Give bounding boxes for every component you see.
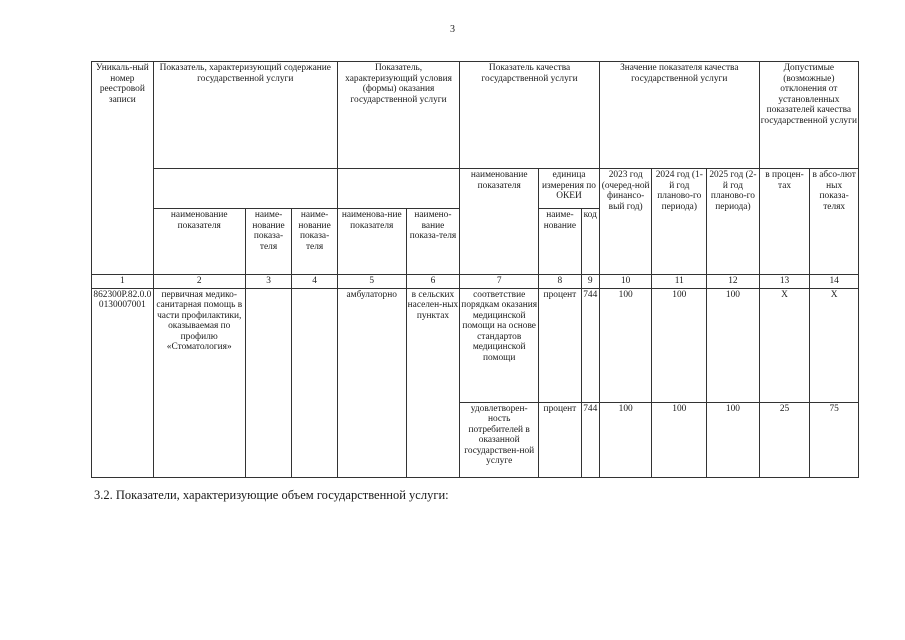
- header-allowed-deviation: Допустимые (возможные) отклонения от установленных показателей качества государственной услуги: [759, 62, 858, 169]
- value-2023: 100: [599, 288, 652, 402]
- header-col2-name: наименование показателя: [153, 209, 245, 275]
- value-2024: 100: [652, 288, 707, 402]
- empty-cell: [292, 288, 338, 477]
- header-content-blank: [153, 169, 337, 209]
- column-number: 14: [810, 275, 859, 289]
- column-number: 11: [652, 275, 707, 289]
- column-number: 7: [460, 275, 539, 289]
- value-2025: 100: [707, 402, 760, 477]
- header-unit-code: код: [581, 209, 599, 275]
- header-conditions-blank: [337, 169, 459, 209]
- section-heading: 3.2. Показатели, характеризующие объем государственной услуги:: [94, 488, 449, 502]
- quality-indicators-table: [91, 61, 859, 478]
- deviation-percent: 25: [759, 402, 810, 477]
- unit-name: процент: [539, 288, 581, 402]
- header-indicator-name: наименование показателя: [460, 169, 539, 275]
- deviation-percent: Х: [759, 288, 810, 402]
- column-number: 2: [153, 275, 245, 289]
- value-2024: 100: [652, 402, 707, 477]
- unit-name: процент: [539, 402, 581, 477]
- column-number: 5: [337, 275, 406, 289]
- header-col4-name: наиме-нование показа-теля: [292, 209, 338, 275]
- table-row: [92, 288, 859, 402]
- service-content: первичная медико-санитарная помощь в части профилактики, оказываемая по профилю «Стоматология»: [153, 288, 245, 477]
- column-number: 6: [406, 275, 460, 289]
- header-indicator-value: Значение показателя качества государственной услуги: [599, 62, 759, 169]
- header-deviation-percent: в процен-тах: [759, 169, 810, 275]
- header-year-2025: 2025 год (2-й год планово-го периода): [707, 169, 760, 275]
- deviation-absolute: 75: [810, 402, 859, 477]
- header-col5-name: наименова-ние показателя: [337, 209, 406, 275]
- column-number: 3: [245, 275, 292, 289]
- column-number: 9: [581, 275, 599, 289]
- header-service-content: Показатель, характеризующий содержание государственной услуги: [153, 62, 337, 169]
- column-number: 10: [599, 275, 652, 289]
- column-number: 1: [92, 275, 154, 289]
- column-number: 4: [292, 275, 338, 289]
- deviation-absolute: Х: [810, 288, 859, 402]
- column-number: 8: [539, 275, 581, 289]
- indicator-name: удовлетворен-ность потребителей в оказанной государствен-ной услуге: [460, 402, 539, 477]
- unit-code: 744: [581, 288, 599, 402]
- empty-cell: [245, 288, 292, 477]
- page-number: 3: [450, 24, 455, 35]
- condition-form: амбулаторно: [337, 288, 406, 477]
- header-service-conditions: Показатель, характеризующий условия (формы) оказания государственной услуги: [337, 62, 459, 169]
- header-unique-number: Уникаль-ный номер реестровой записи: [92, 62, 154, 275]
- header-quality-indicator: Показатель качества государственной услуги: [460, 62, 600, 169]
- value-2025: 100: [707, 288, 760, 402]
- header-deviation-absolute: в абсо-лют ных показа-телях: [810, 169, 859, 275]
- indicator-name: соответствие порядкам оказания медицинской помощи на основе стандартов медицинской помощи: [460, 288, 539, 402]
- unit-code: 744: [581, 402, 599, 477]
- header-year-2023: 2023 год (очеред-ной финансо-вый год): [599, 169, 652, 275]
- column-number: 12: [707, 275, 760, 289]
- header-col6-name: наимено-вание показа-теля: [406, 209, 460, 275]
- registry-number: 862300Р.82.0.00130007001: [92, 288, 154, 477]
- header-unit-name: наиме-нование: [539, 209, 581, 275]
- condition-place: в сельских населен-ных пунктах: [406, 288, 460, 477]
- header-year-2024: 2024 год (1-й год планово-го периода): [652, 169, 707, 275]
- column-number: 13: [759, 275, 810, 289]
- value-2023: 100: [599, 402, 652, 477]
- header-unit: единица измерения по ОКЕИ: [539, 169, 600, 209]
- header-col3-name: наиме-нование показа-теля: [245, 209, 292, 275]
